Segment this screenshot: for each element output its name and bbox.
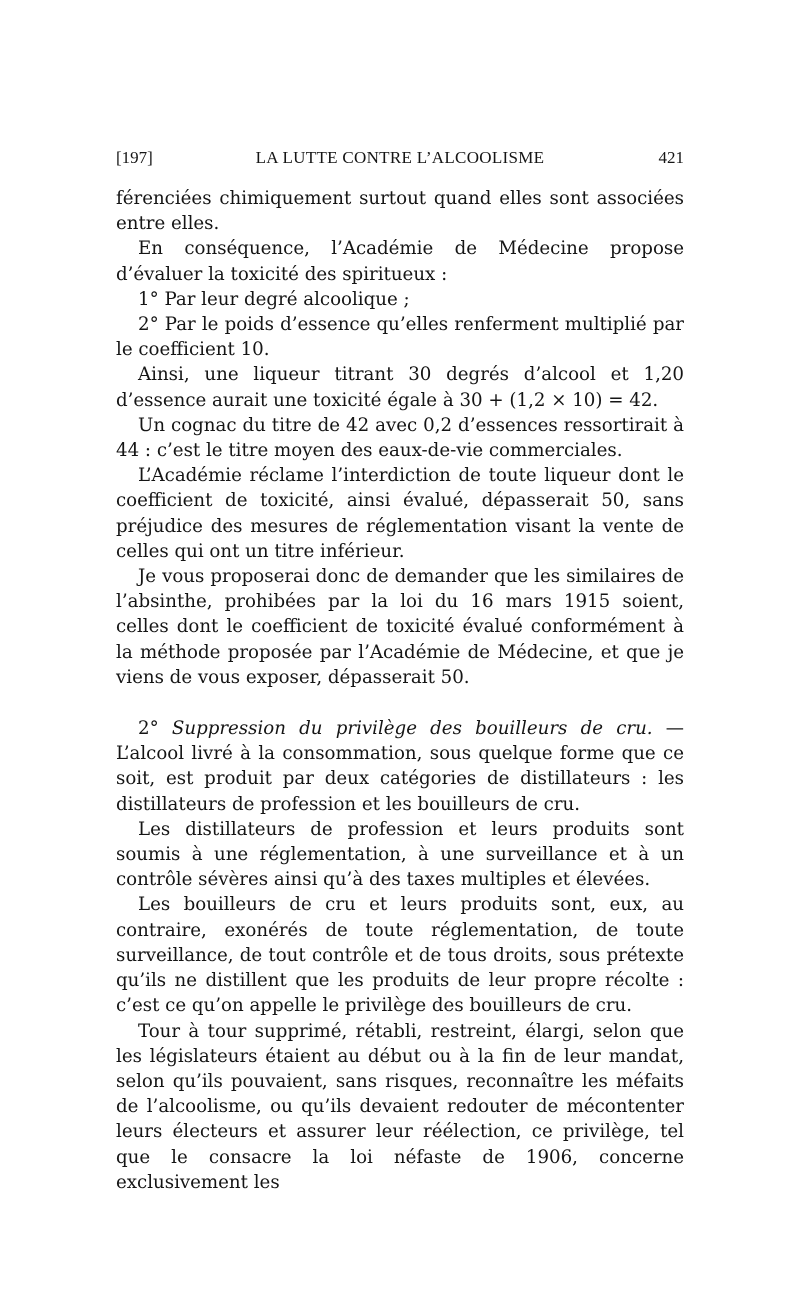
paragraph: Les distillateurs de profession et leurs produits sont soumis à une réglementation, à une surveillance et à un contrôle sévères ainsi qu’à des taxes multiples et élevées. bbox=[116, 818, 684, 891]
list-item: 1° Par leur degré alcoolique ; bbox=[138, 288, 410, 310]
section-title: Suppression du privilège des bouilleurs de cru. bbox=[171, 718, 653, 740]
running-header bbox=[116, 148, 684, 174]
paragraph: Ainsi, une liqueur titrant 30 degrés d’alcool et 1,20 d’essence aurait une toxicité égale à 30 + (1,2 × 10) = 42. bbox=[116, 364, 684, 411]
paragraph-continuation: férenciées chimiquement surtout quand elles sont associées entre elles. bbox=[116, 188, 684, 235]
bracketed-page-number: [197] bbox=[116, 148, 153, 167]
paragraph: Un cognac du titre de 42 avec 0,2 d’essences ressortirait à 44 : c’est le titre moyen des eaux-de-vie commerciales. bbox=[116, 414, 684, 462]
paragraph: En conséquence, l’Académie de Médecine propose d’évaluer la toxicité des spiritueux : bbox=[116, 238, 684, 285]
section-paragraph bbox=[116, 716, 684, 817]
section-text: — L’alcool livré à la consommation, sous quelque forme que ce soit, est produit par deux catégories de distillateurs : les distillateurs de profession et les bouilleurs de cru. bbox=[116, 718, 684, 815]
running-title: LA LUTTE CONTRE L’ALCOOLISME bbox=[255, 148, 545, 167]
paragraph: L’Académie réclame l’interdiction de toute liqueur dont le coefficient de toxicité, ainsi évalué, dépasserait 50, sans préjudice des mesures de réglementation visant la vente de celles qui ont un titre inférieur. bbox=[116, 465, 684, 562]
paragraph: Les bouilleurs de cru et leurs produits sont, eux, au contraire, exonérés de toute réglementation, de toute surveillance, de tout contrôle et de tous droits, sous prétexte qu’ils ne distillent que les produits de leur propre récolte : c’est ce qu’on appelle le privilège des bouilleurs de cru. bbox=[116, 894, 684, 1017]
paragraph: Je vous proposerai donc de demander que les similaires de l’absinthe, prohibées par la loi du 16 mars 1915 soient, celles dont le coefficient de toxicité évalué conformément à la méthode proposée par l’Académie de Médecine, et que je viens de vous exposer, dépasserait 50. bbox=[116, 566, 684, 688]
paragraph: Tour à tour supprimé, rétabli, restreint, élargi, selon que les législateurs étaient au début ou à la fin de leur mandat, selon qu’ils pouvaient, sans risques, reconnaître les méfaits de l’alcoolisme, ou qu’ils devaient redouter de mécontenter leurs électeurs et assurer leur réélection, ce privilège, tel que le consacre la loi néfaste de 1906, concerne exclusivement les bbox=[116, 1020, 684, 1193]
section-number: 2° bbox=[138, 718, 159, 740]
body-text bbox=[116, 186, 684, 1195]
page-number: 421 bbox=[658, 148, 684, 167]
list-item: 2° Par le poids d’essence qu’elles renferment multiplié par le coefficient 10. bbox=[116, 314, 684, 361]
